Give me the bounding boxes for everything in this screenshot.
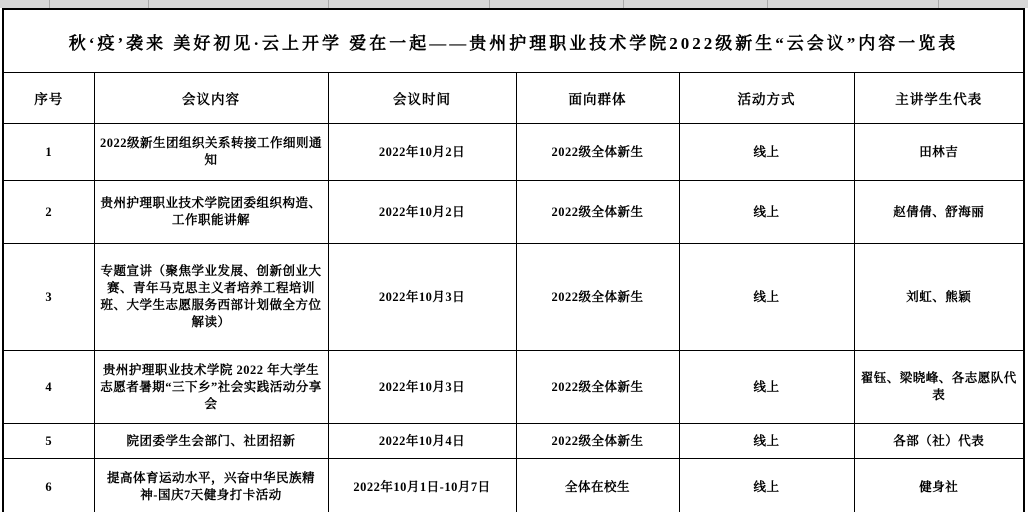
cell-audience: 2022级全体新生 bbox=[516, 244, 679, 351]
cell-no: 5 bbox=[3, 424, 94, 459]
cell-no: 1 bbox=[3, 124, 94, 181]
cell-speakers: 各部（社）代表 bbox=[854, 424, 1024, 459]
cell-speakers: 翟钰、梁晓峰、各志愿队代表 bbox=[854, 351, 1024, 424]
cell-content: 提高体育运动水平，兴奋中华民族精神-国庆7天健身打卡活动 bbox=[94, 459, 328, 512]
column-header-no: 序号 bbox=[3, 73, 94, 124]
spreadsheet-top-strip bbox=[0, 0, 1028, 8]
gridline bbox=[49, 0, 50, 8]
cell-content: 专题宣讲（聚焦学业发展、创新创业大赛、青年马克思主义者培养工程培训班、大学生志愿服务西部计划做全方位解读） bbox=[94, 244, 328, 351]
table-title-row bbox=[3, 9, 1024, 73]
cell-time: 2022年10月2日 bbox=[328, 181, 516, 244]
cell-audience: 2022级全体新生 bbox=[516, 351, 679, 424]
table-row bbox=[3, 124, 1024, 181]
cell-mode: 线上 bbox=[679, 424, 854, 459]
meeting-schedule-table bbox=[2, 8, 1025, 512]
gridline bbox=[489, 0, 490, 8]
cell-time: 2022年10月2日 bbox=[328, 124, 516, 181]
cell-time: 2022年10月3日 bbox=[328, 244, 516, 351]
gridline bbox=[328, 0, 329, 8]
cell-no: 6 bbox=[3, 459, 94, 512]
cell-mode: 线上 bbox=[679, 351, 854, 424]
cell-mode: 线上 bbox=[679, 181, 854, 244]
column-header-speakers: 主讲学生代表 bbox=[854, 73, 1024, 124]
cell-audience: 2022级全体新生 bbox=[516, 124, 679, 181]
column-header-mode: 活动方式 bbox=[679, 73, 854, 124]
table-row bbox=[3, 244, 1024, 351]
cell-speakers: 田林吉 bbox=[854, 124, 1024, 181]
cell-mode: 线上 bbox=[679, 244, 854, 351]
cell-no: 2 bbox=[3, 181, 94, 244]
cell-time: 2022年10月1日-10月7日 bbox=[328, 459, 516, 512]
cell-content: 贵州护理职业技术学院团委组织构造、工作职能讲解 bbox=[94, 181, 328, 244]
column-header-audience: 面向群体 bbox=[516, 73, 679, 124]
column-header-time: 会议时间 bbox=[328, 73, 516, 124]
gridline bbox=[767, 0, 768, 8]
column-header-content: 会议内容 bbox=[94, 73, 328, 124]
cell-mode: 线上 bbox=[679, 124, 854, 181]
gridline bbox=[938, 0, 939, 8]
cell-audience: 全体在校生 bbox=[516, 459, 679, 512]
page-title: 秋‘疫’袭来 美好初见·云上开学 爱在一起——贵州护理职业技术学院2022级新生“云会议”内容一览表 bbox=[3, 9, 1024, 73]
cell-speakers: 刘虹、熊颖 bbox=[854, 244, 1024, 351]
cell-no: 3 bbox=[3, 244, 94, 351]
cell-audience: 2022级全体新生 bbox=[516, 181, 679, 244]
cell-time: 2022年10月3日 bbox=[328, 351, 516, 424]
cell-time: 2022年10月4日 bbox=[328, 424, 516, 459]
gridline bbox=[148, 0, 149, 8]
cell-content: 院团委学生会部门、社团招新 bbox=[94, 424, 328, 459]
cell-content: 贵州护理职业技术学院 2022 年大学生志愿者暑期“三下乡”社会实践活动分享会 bbox=[94, 351, 328, 424]
table-row bbox=[3, 181, 1024, 244]
table-row bbox=[3, 351, 1024, 424]
table-row bbox=[3, 424, 1024, 459]
cell-speakers: 赵倩倩、舒海丽 bbox=[854, 181, 1024, 244]
cell-audience: 2022级全体新生 bbox=[516, 424, 679, 459]
cell-no: 4 bbox=[3, 351, 94, 424]
table-row bbox=[3, 459, 1024, 512]
cell-speakers: 健身社 bbox=[854, 459, 1024, 512]
cell-mode: 线上 bbox=[679, 459, 854, 512]
cell-content: 2022级新生团组织关系转接工作细则通知 bbox=[94, 124, 328, 181]
table-header-row bbox=[3, 73, 1024, 124]
gridline bbox=[623, 0, 624, 8]
